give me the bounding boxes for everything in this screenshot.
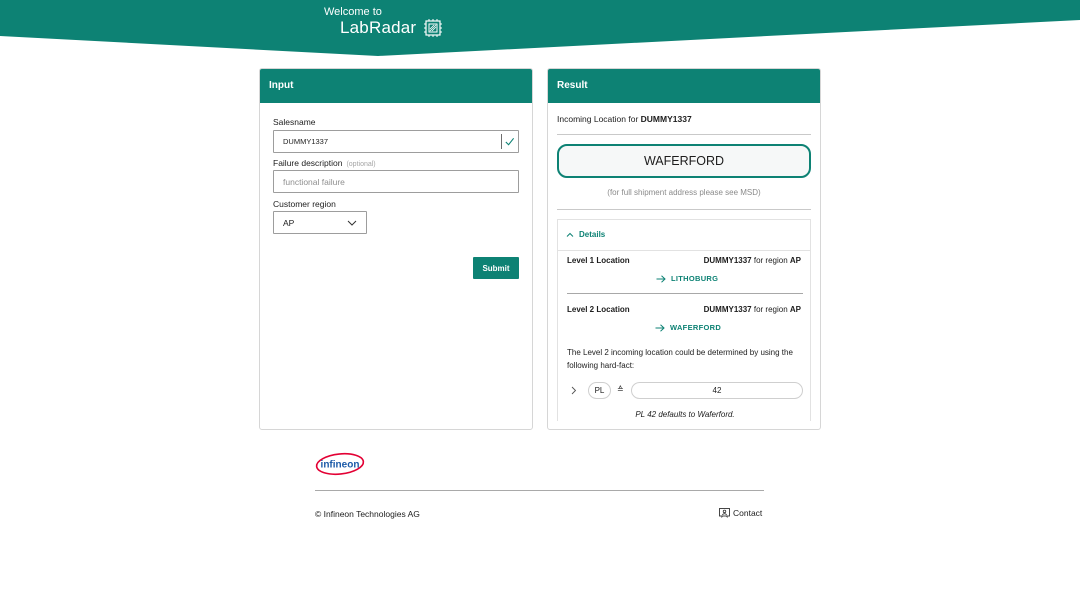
svg-text:infineon: infineon [320,459,360,471]
details-toggle-label: Details [579,230,606,239]
salesname-input[interactable] [273,130,519,153]
optional-hint: (optional) [346,161,376,168]
chip-icon [423,18,443,38]
input-panel-title: Input [260,69,532,103]
app-brand[interactable] [340,18,443,38]
salesname-label: Salesname [273,117,316,127]
salesname-value: DUMMY1337 [283,137,329,146]
incoming-salesname: DUMMY1337 [640,114,692,124]
failure-description-input[interactable] [273,170,519,193]
details-section [557,219,811,421]
arrow-right-icon [655,324,665,332]
check-icon [504,136,515,147]
hard-fact-key: PL [588,382,611,399]
footer-divider [315,490,764,491]
level-1-region: DUMMY1337 for region AP [703,256,801,265]
submit-button[interactable]: Submit [473,257,519,279]
level-2-target: WAFERFORD [655,323,721,332]
msd-note: (for full shipment address please see MSD) [607,188,761,197]
contact-label: Contact [733,508,763,518]
app-name: LabRadar [340,18,417,37]
level-divider [567,293,803,294]
incoming-location-heading: Incoming Location for DUMMY1337 [557,114,692,124]
customer-region-value: AP [283,217,295,228]
input-separator [501,134,502,149]
divider [557,209,811,210]
divider [557,134,811,135]
hard-fact-value: 42 [631,382,803,399]
details-toggle[interactable] [566,230,605,239]
hard-fact-row [567,382,803,400]
result-panel [547,68,821,430]
hard-fact-explanation: The Level 2 incoming location could be determined by using the following hard-fact: [567,348,793,370]
arrow-right-icon [656,275,666,283]
chevron-down-icon [347,220,357,226]
details-divider [558,250,810,251]
customer-region-select[interactable] [273,211,367,234]
contact-card-icon [719,508,730,518]
incoming-location-value: WAFERFORD [557,144,811,178]
level-2-label: Level 2 Location [567,305,630,314]
level-1-label: Level 1 Location [567,256,630,265]
copyright-text: © Infineon Technologies AG [315,509,420,519]
level-2-region: DUMMY1337 for region AP [703,305,801,314]
level-1-target: LITHOBURG [656,274,718,283]
chevron-right-icon[interactable] [571,386,577,395]
result-panel-title: Result [548,69,820,103]
input-panel [259,68,533,430]
default-note: PL 42 defaults to Waferford. [635,410,735,419]
chevron-up-icon [566,232,574,237]
infineon-logo[interactable] [315,451,365,482]
welcome-text: Welcome to [324,6,382,18]
failure-description-label: Failure description (optional) [273,158,376,168]
hard-fact-operator: ≙ [617,385,624,394]
header-banner [0,0,1080,60]
customer-region-label: Customer region [273,199,336,209]
failure-description-placeholder: functional failure [283,176,345,187]
contact-link[interactable] [719,508,762,518]
